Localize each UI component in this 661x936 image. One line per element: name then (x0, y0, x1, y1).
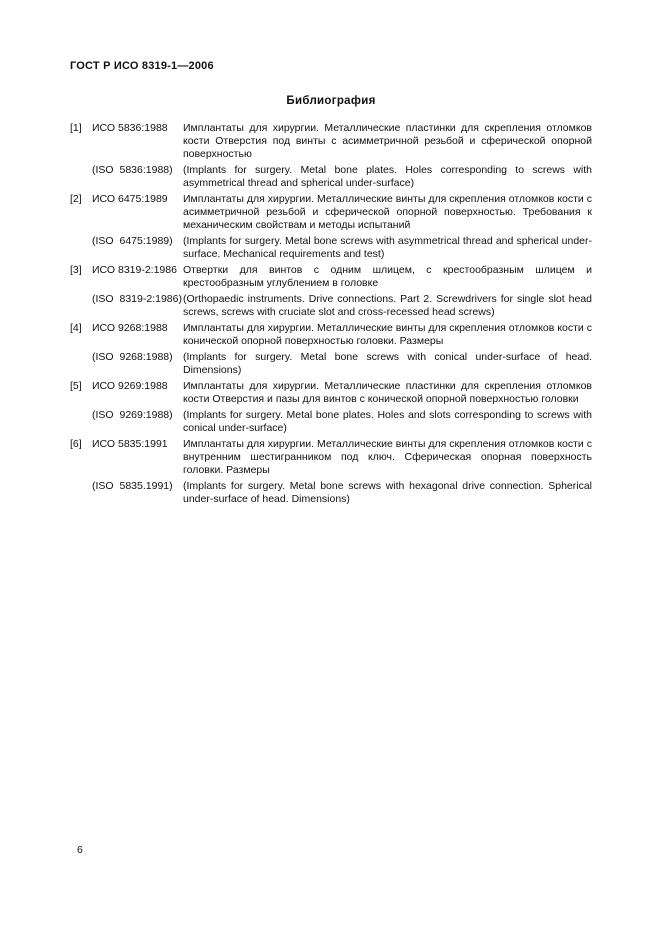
entry-ref-spacer (70, 164, 92, 190)
bibliography-entry (70, 193, 592, 261)
entry-code-ru: ИСО 6475:1989 (92, 193, 168, 205)
entry-ref: [2] (70, 193, 82, 205)
entry-row-english (70, 293, 592, 319)
entry-text-en: (Implants for surgery. Metal bone plates. Holes and slots corresponding to screws with conical under-surface) (183, 409, 592, 434)
entry-code-ru: ИСО 9268:1988 (92, 322, 168, 334)
entry-row-russian (70, 264, 592, 290)
entry-text-en: (Implants for surgery. Metal bone screws with conical under-surface of head. Dimensions) (183, 351, 592, 376)
bibliography-entry (70, 264, 592, 319)
entry-code-en: (ISO 9268:1988) (92, 351, 173, 363)
entry-code-ru: ИСО 9269:1988 (92, 380, 168, 392)
entry-text-ru: Имплантаты для хирургии. Металлические винты для скрепления отломков кости с асимметричной резьбой и сферической опорной поверхностью. Требования к механическим свойствам и методы испытаний (183, 193, 592, 231)
bibliography-entry (70, 122, 592, 190)
entry-ref: [1] (70, 122, 82, 134)
entry-ref: [6] (70, 438, 82, 450)
document-header: ГОСТ Р ИСО 8319-1—2006 (70, 60, 214, 72)
entry-ref-spacer (70, 293, 92, 319)
bibliography-entry (70, 438, 592, 506)
entry-row-english (70, 235, 592, 261)
entry-text-en: (Implants for surgery. Metal bone screws with asymmetrical thread and spherical under-surface. Mechanical requirements and test) (183, 235, 592, 260)
entry-ref-spacer (70, 409, 92, 435)
entry-ref-spacer (70, 351, 92, 377)
entry-code-ru: ИСО 5836:1988 (92, 122, 168, 134)
entry-ref: [3] (70, 264, 82, 276)
bibliography-entry (70, 322, 592, 377)
entry-text-ru: Имплантаты для хирургии. Металлические пластинки для скрепления отломков кости Отверстия и пазы для винтов с конической опорной поверхностью головки (183, 380, 592, 405)
entry-row-english (70, 480, 592, 506)
entry-code-en: (ISO 5836:1988) (92, 164, 173, 176)
entry-code-en: (ISO 5835.1991) (92, 480, 173, 492)
entry-text-en: (Implants for surgery. Metal bone screws with hexagonal drive connection. Spherical under-surface of head. Dimensions) (183, 480, 592, 505)
bibliography-entry (70, 380, 592, 435)
page-number: 6 (77, 844, 83, 856)
page-title: Библиография (286, 95, 376, 107)
entry-text-ru: Имплантаты для хирургии. Металлические винты для скрепления отломков кости с внутренним шестигранником под ключ. Сферическая опорная поверхность головки. Размеры (183, 438, 592, 476)
entry-text-ru: Имплантаты для хирургии. Металлические винты для скрепления отломков кости с конической опорной поверхностью головки. Размеры (183, 322, 592, 347)
entry-text-en: (Orthopaedic instruments. Drive connections. Part 2. Screwdrivers for single slot head screws, screws with cruciate slot and cross-recessed head screws) (183, 293, 592, 318)
entry-ref-spacer (70, 480, 92, 506)
entry-row-russian (70, 438, 592, 477)
entry-row-english (70, 351, 592, 377)
entry-code-en: (ISO 8319-2:1986) (92, 293, 182, 305)
entry-row-english (70, 164, 592, 190)
entry-code-ru: ИСО 5835:1991 (92, 438, 168, 450)
entry-text-en: (Implants for surgery. Metal bone plates. Holes corresponding to screws with asymmetrical thread and spherical under-surface) (183, 164, 592, 189)
entry-ref: [4] (70, 322, 82, 334)
entry-ref: [5] (70, 380, 82, 392)
bibliography-list (70, 122, 592, 506)
entry-row-english (70, 409, 592, 435)
entry-ref-spacer (70, 235, 92, 261)
entry-row-russian (70, 122, 592, 161)
entry-row-russian (70, 193, 592, 232)
entry-row-russian (70, 322, 592, 348)
entry-code-ru: ИСО 8319-2:1986 (92, 264, 177, 276)
entry-text-ru: Отвертки для винтов с одним шлицем, с крестообразным шлицем и крестообразным углублением в головке (183, 264, 592, 289)
entry-code-en: (ISO 9269:1988) (92, 409, 173, 421)
entry-code-en: (ISO 6475:1989) (92, 235, 173, 247)
entry-text-ru: Имплантаты для хирургии. Металлические пластинки для скрепления отломков кости Отверстия под винты с асимметричной резьбой и сферической опорной поверхностью (183, 122, 592, 160)
entry-row-russian (70, 380, 592, 406)
